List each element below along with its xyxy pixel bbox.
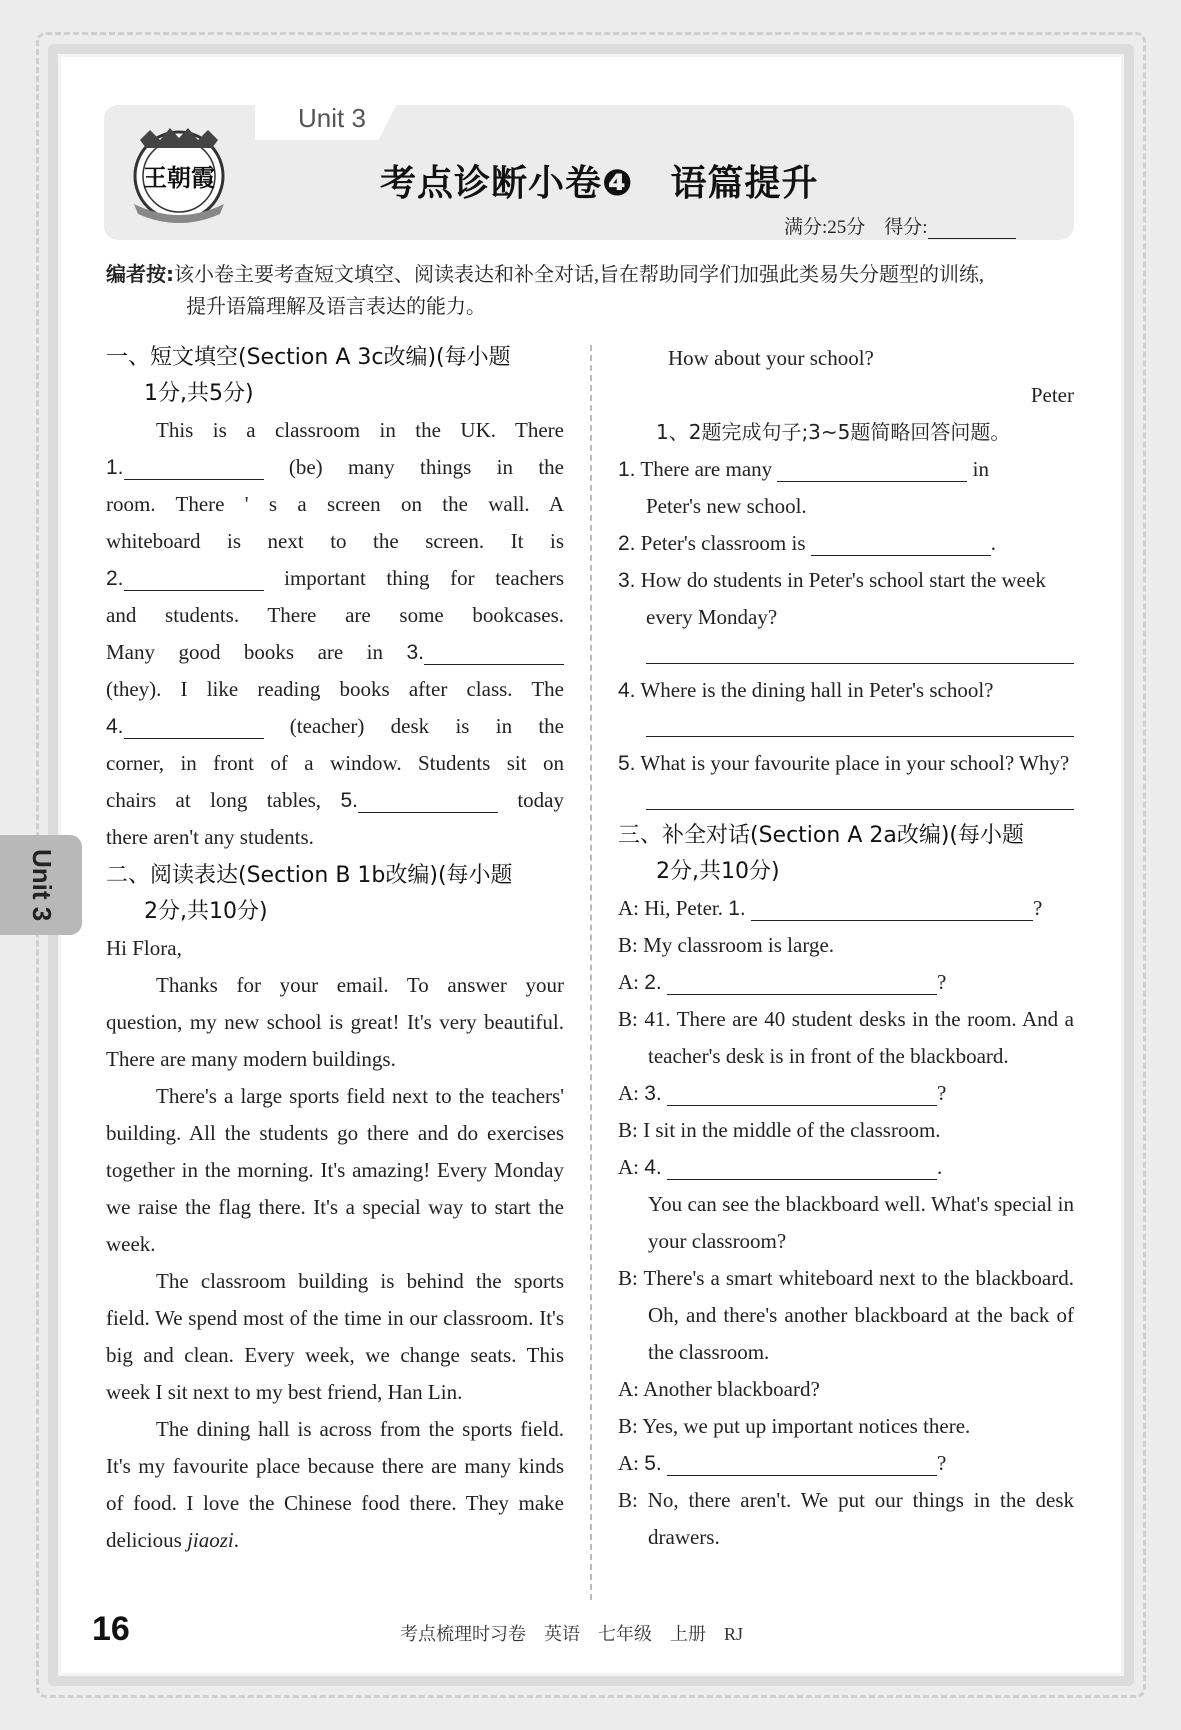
dialogue-blank-5[interactable] [667, 1450, 937, 1476]
editor-note-label: 编者按: [106, 262, 174, 286]
s1-line: 4. (teacher) desk is in the [106, 714, 564, 738]
right-column [618, 340, 1074, 1556]
letter-paragraph: The classroom building is behind the sports field. We spend most of the time in our classroom. It's big and clean. Every week, we change seats. This week I sit next to my best friend, Han Lin. [106, 1269, 564, 1404]
dialogue-line: A: 2. ? [618, 970, 947, 994]
dialogue-blank-4[interactable] [667, 1154, 937, 1180]
s1-line: and students. There are some bookcases. [106, 603, 564, 627]
letter-signature: Peter [1030, 383, 1074, 407]
s2-question: 1. There are many in [618, 457, 989, 481]
page-number: 16 [92, 1610, 130, 1648]
dialogue-line: B: There's a smart whiteboard next to the blackboard. Oh, and there's another blackboard at the back of the classroom. [618, 1266, 1074, 1364]
s2-question-cont: Peter's new school. [646, 494, 807, 518]
s2-answer-line-3[interactable] [646, 636, 1074, 664]
s2-question: 4. Where is the dining hall in Peter's school? [618, 678, 994, 702]
blank-4[interactable] [124, 713, 264, 739]
left-column [106, 340, 564, 1559]
dialogue-blank-1[interactable] [751, 895, 1033, 921]
editor-note-line1: 该小卷主要考查短文填空、阅读表达和补全对话,旨在帮助同学们加强此类易失分题型的训练, [174, 264, 984, 286]
letter-paragraph: There's a large sports field next to the teachers' building. All the students go there and do exercises together in the morning. It's amazing! Every Monday we raise the flag there. It's a special way to start the week. [106, 1084, 564, 1256]
dialogue-line: A: Hi, Peter. 1. ? [618, 896, 1043, 920]
s1-line: This is a classroom in the UK. There [156, 418, 564, 442]
s2-answer-line-5[interactable] [646, 782, 1074, 810]
letter-greeting: Hi Flora, [106, 936, 182, 960]
s1-line: corner, in front of a window. Students sit on [106, 751, 564, 775]
publisher-logo [120, 118, 238, 228]
unit-side-tab: Unit 3 [0, 835, 82, 935]
dialogue-line: A: 3. ? [618, 1081, 947, 1105]
unit-label: Unit 3 [298, 103, 366, 133]
dialogue-line: B: I sit in the middle of the classroom. [618, 1118, 941, 1142]
s1-line: there aren't any students. [106, 825, 314, 849]
dialogue-blank-3[interactable] [667, 1080, 937, 1106]
s1-line: (they). I like reading books after class. The [106, 677, 564, 701]
letter-paragraph: Thanks for your email. To answer your question, my new school is great! It's very beautiful. There are many modern buildings. [106, 973, 564, 1071]
dialogue-blank-2[interactable] [667, 969, 937, 995]
score-label: 满分:25分 得分: [784, 217, 928, 238]
editor-note [106, 258, 1078, 323]
s1-line: 1. (be) many things in the [106, 455, 565, 479]
letter-closing: How about your school? [668, 346, 874, 370]
s1-line: chairs at long tables, 5. today [106, 788, 564, 812]
page-title: 考点诊断小卷❹ 语篇提升 [380, 163, 819, 204]
blank-1[interactable] [124, 454, 264, 480]
logo-text: 王朝霞 [143, 163, 215, 192]
s1-line: 2. important thing for teachers [106, 566, 565, 590]
editor-note-line2: 提升语篇理解及语言表达的能力。 [186, 296, 486, 318]
section1-heading: 一、短文填空(Section A 3c改编)(每小题 1分,共5分) [106, 345, 511, 406]
dialogue-line: A: 5. ? [618, 1451, 947, 1475]
s2-answer-line-4[interactable] [646, 709, 1074, 737]
dialogue-line: B: Yes, we put up important notices there. [618, 1414, 971, 1438]
footer-text: 考点梳理时习卷 英语 七年级 上册 RJ [400, 1624, 744, 1644]
s1-line: whiteboard is next to the screen. It is [106, 529, 564, 553]
s1-line: room. There ' s a screen on the wall. A [106, 492, 564, 516]
dialogue-line: B: 41. There are 40 student desks in the room. And a teacher's desk is in front of the blackboard. [618, 1007, 1074, 1068]
s2-instruction: 1、2题完成句子;3~5题简略回答问题。 [656, 420, 1011, 444]
blank-3[interactable] [424, 639, 564, 665]
s2-answer-blank-2[interactable] [811, 530, 991, 556]
s2-question: 5. What is your favourite place in your school? Why? [618, 751, 1070, 775]
letter-paragraph: The dining hall is across from the sports field. It's my favourite place because there are many kinds of food. I love the Chinese food there. They make delicious jiaozi. [106, 1417, 564, 1552]
dialogue-line: A: 4. . [618, 1155, 943, 1179]
section3-heading: 三、补全对话(Section A 2a改编)(每小题 2分,共10分) [618, 823, 1025, 884]
section2-heading: 二、阅读表达(Section B 1b改编)(每小题 2分,共10分) [106, 863, 513, 924]
s2-question: 3. How do students in Peter's school start the week every Monday? [618, 568, 1046, 629]
s2-question: 2. Peter's classroom is . [618, 531, 997, 555]
dialogue-line: B: My classroom is large. [618, 933, 835, 957]
score-line [784, 212, 1016, 239]
dialogue-line: B: No, there aren't. We put our things in the desk drawers. [618, 1488, 1074, 1549]
blank-5[interactable] [358, 787, 498, 813]
score-blank[interactable] [928, 221, 1016, 239]
s2-answer-blank-1[interactable] [777, 456, 967, 482]
dialogue-line: You can see the blackboard well. What's special in your classroom? [648, 1192, 1074, 1253]
dialogue-line: A: Another blackboard? [618, 1377, 820, 1401]
column-divider [590, 345, 592, 1600]
s1-line: Many good books are in 3. [106, 634, 564, 671]
blank-2[interactable] [124, 565, 264, 591]
